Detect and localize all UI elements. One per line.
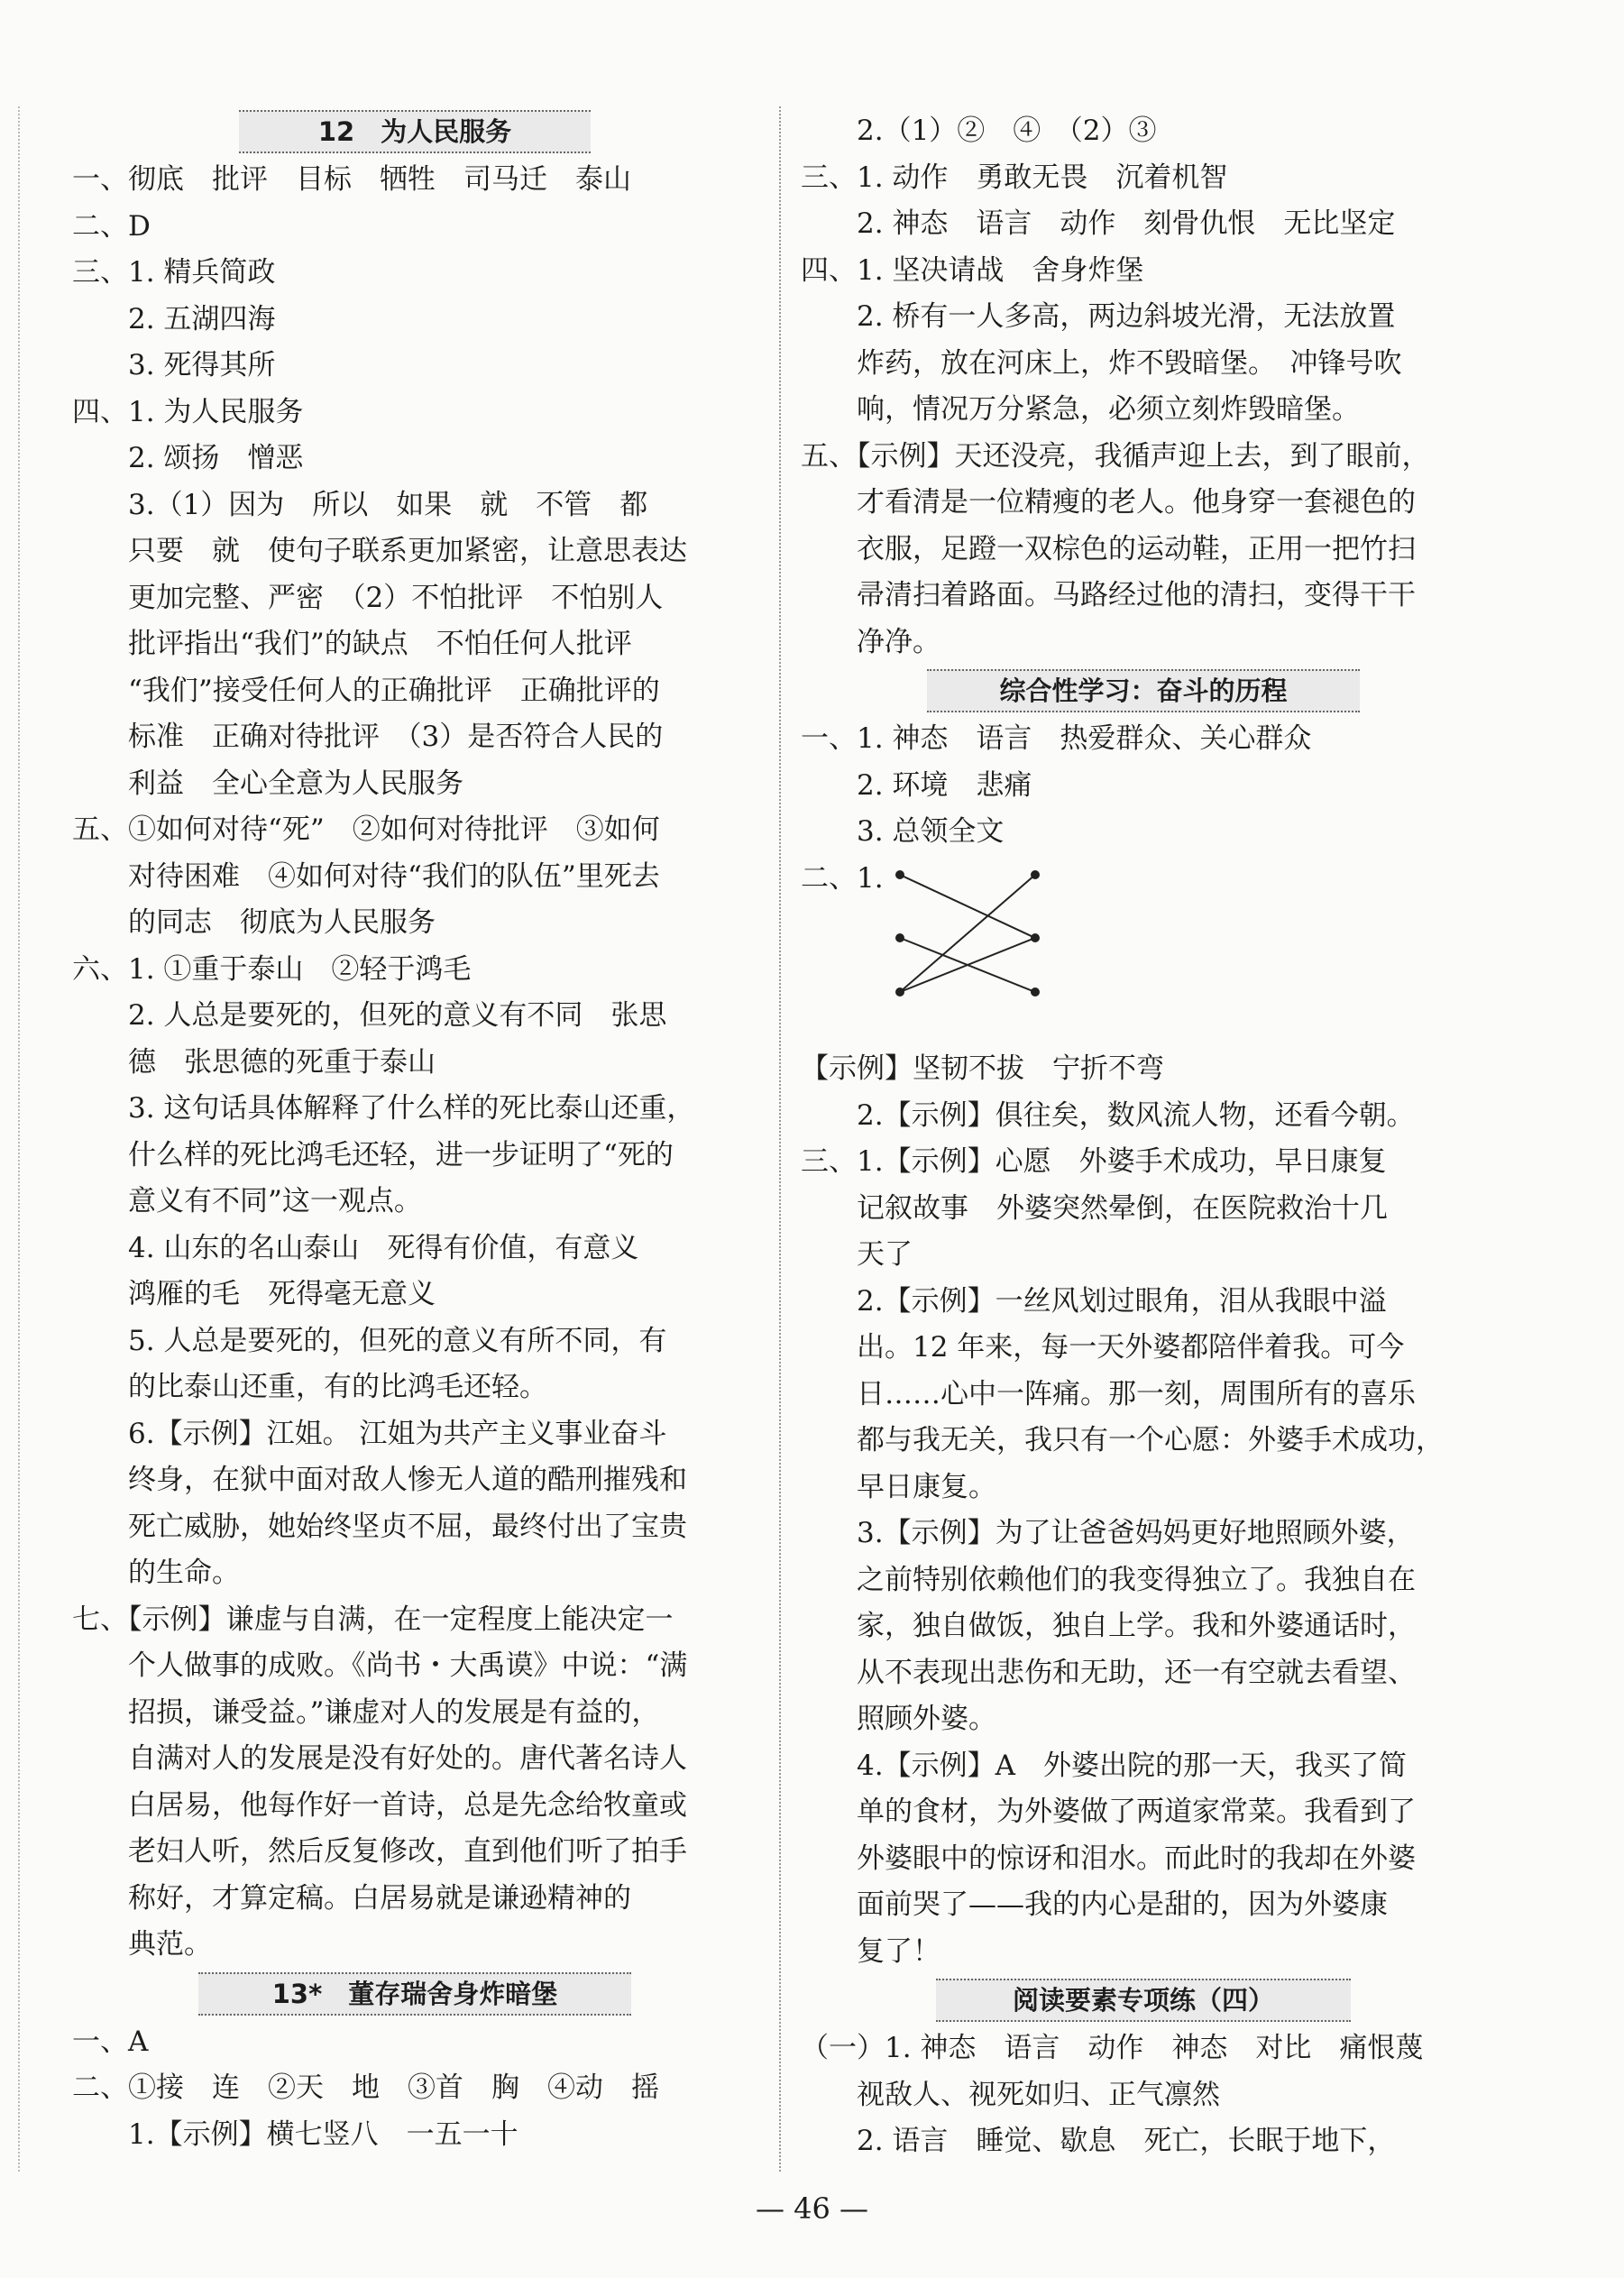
answer-line: 自满对人的发展是没有好处的。唐代著名诗人 <box>72 1742 687 1775</box>
answer-line: 【示例】坚韧不拔 宁折不弯 <box>801 1052 1164 1085</box>
answer-line: 死亡威胁，她始终坚贞不屈，最终付出了宝贵 <box>72 1510 687 1543</box>
answer-line: 响，情况万分紧急，必须立刻炸毁暗堡。 <box>801 393 1360 426</box>
answer-line: 帚清扫着路面。马路经过他的清扫，变得干干 <box>801 579 1416 611</box>
answer-line: 6.【示例】江姐。 江姐为共产主义事业奋斗 <box>72 1417 667 1450</box>
answer-line: 六、1. ①重于泰山 ②轻于鸿毛 <box>72 952 472 986</box>
answer-line: 只要 就 使句子联系更加紧密，让意思表达 <box>72 535 687 567</box>
answer-line: 衣服，足蹬一双棕色的运动鞋，正用一把竹扫 <box>801 532 1416 565</box>
answer-line: 2.（1）② ④ （2）③ <box>801 115 1157 147</box>
answer-line: 个人做事的成败。《尚书・大禹谟》中说：“满 <box>72 1649 688 1682</box>
right-answers-c <box>801 1046 1486 1975</box>
answer-line: 典范。 <box>72 1928 212 1961</box>
answer-line: 标准 正确对待批评 （3）是否符合人民的 <box>72 721 664 753</box>
answer-line: 的同志 彻底为人民服务 <box>72 906 436 939</box>
answer-line: 2.【示例】俱往矣，数风流人物，还看今朝。 <box>801 1098 1415 1132</box>
answer-line: 五、【示例】天还没亮，我循声迎上去，到了眼前， <box>801 439 1430 473</box>
section-heading-13: 13* 董存瑞舍身炸暗堡 <box>198 1972 631 2016</box>
answer-line: 家，独自做饭，独自上学。我和外婆通话时， <box>801 1610 1416 1642</box>
answer-line: 照顾外婆。 <box>801 1703 996 1735</box>
answer-line: 三、1. 精兵简政 <box>72 256 276 289</box>
right-column <box>801 108 1486 2165</box>
answer-line: 5. 人总是要死的，但死的意义有所不同，有 <box>72 1324 667 1357</box>
answer-line: 3. 这句话具体解释了什么样的死比泰山还重， <box>72 1092 695 1125</box>
right-answers-a <box>801 108 1486 666</box>
answer-line: 称好，才算定稿。白居易就是谦逊精神的 <box>72 1881 631 1915</box>
answer-line: 什么样的死比鸿毛还轻，进一步证明了“死的 <box>72 1138 674 1171</box>
answer-line: 单的食材，为外婆做了两道家常菜。我看到了 <box>801 1796 1416 1828</box>
section-heading-12: 12 为人民服务 <box>239 110 591 153</box>
answer-line: 3. 总领全文 <box>801 815 1005 848</box>
answer-line: 更加完整、严密 （2）不怕批评 不怕别人 <box>72 581 664 614</box>
answer-line: 二、1. <box>801 861 884 895</box>
answer-line: 批评指出“我们”的缺点 不怕任何人批评 <box>72 628 632 660</box>
answer-line: 2. 人总是要死的，但死的意义有不同 张思 <box>72 999 667 1032</box>
section-heading-comprehensive: 综合性学习：奋斗的历程 <box>927 669 1360 712</box>
answer-line: 的比泰山还重，有的比鸿毛还轻。 <box>72 1371 547 1403</box>
answer-line: 炸药，放在河床上，炸不毁暗堡。 冲锋号吹 <box>801 346 1402 380</box>
answer-line: 3. 死得其所 <box>72 349 276 381</box>
answer-line: 出。12 年来，每一天外婆都陪伴着我。可今 <box>801 1331 1405 1364</box>
answer-line: 的生命。 <box>72 1557 240 1589</box>
answer-line: 从不表现出悲伤和无助，还一有空就去看望、 <box>801 1656 1416 1689</box>
answer-line: 4.【示例】A 外婆出院的那一天，我买了简 <box>801 1749 1407 1782</box>
answer-line: 一、A <box>72 2025 149 2058</box>
page-number: — 46 — <box>755 2191 869 2226</box>
answer-line: 3.（1）因为 所以 如果 就 不管 都 <box>72 488 648 521</box>
answer-line: 2. 语言 睡觉、歇息 死亡，长眠于地下， <box>801 2125 1396 2157</box>
answer-line: 鸿雁的毛 死得毫无意义 <box>72 1278 436 1310</box>
answer-line: 七、【示例】谦虚与自满，在一定程度上能决定一 <box>72 1603 674 1636</box>
section-heading-reading-practice: 阅读要素专项练（四） <box>936 1979 1351 2022</box>
answer-line: 之前特别依赖他们的我变得独立了。我独自在 <box>801 1563 1416 1596</box>
answer-line: 三、1. 动作 勇敢无畏 沉着机智 <box>801 161 1228 194</box>
answer-line: 日……心中一阵痛。那一刻，周围所有的喜乐 <box>801 1377 1416 1410</box>
answer-line: 终身，在狱中面对敌人惨无人道的酷刑摧残和 <box>72 1464 687 1496</box>
answer-line: 2. 颂扬 憎恶 <box>72 442 304 474</box>
answer-line: 四、1. 为人民服务 <box>72 395 304 428</box>
left-column <box>72 106 757 2158</box>
answer-line: 三、1.【示例】心愿 外婆手术成功，早日康复 <box>801 1145 1387 1178</box>
answer-line: 利益 全心全意为人民服务 <box>72 767 463 800</box>
answer-line: 二、D <box>72 209 151 243</box>
answer-line: 德 张思德的死重于泰山 <box>72 1045 436 1079</box>
answer-line: 2. 五湖四海 <box>72 302 276 335</box>
right-answers-d <box>801 2025 1486 2165</box>
answer-line: 意义有不同”这一观点。 <box>72 1185 422 1217</box>
answer-line: 面前哭了——我的内心是甜的，因为外婆康 <box>801 1888 1388 1921</box>
margin-dotted-line <box>18 106 20 2172</box>
matching-lines <box>882 866 1152 1046</box>
answer-line: 净净。 <box>801 625 940 658</box>
left-answers-b <box>72 2019 757 2159</box>
answer-line: 复了！ <box>801 1934 940 1968</box>
answer-line: 2. 桥有一人多高，两边斜坡光滑，无法放置 <box>801 300 1396 333</box>
answer-line: 外婆眼中的惊讶和泪水。而此时的我却在外婆 <box>801 1842 1416 1875</box>
answer-line: 四、1. 坚决请战 舍身炸堡 <box>801 253 1144 287</box>
answer-line: “我们”接受任何人的正确批评 正确批评的 <box>72 674 660 707</box>
answer-line: 对待困难 ④如何对待“我们的队伍”里死去 <box>72 859 660 893</box>
answer-line: 4. 山东的名山泰山 死得有价值，有意义 <box>72 1231 639 1264</box>
answer-line: 才看清是一位精瘦的老人。他身穿一套褪色的 <box>801 486 1416 519</box>
column-divider <box>779 106 781 2172</box>
answer-line: 早日康复。 <box>801 1470 996 1503</box>
answer-line: 白居易，他每作好一首诗，总是先念给牧童或 <box>72 1788 687 1822</box>
answer-line: 一、1. 神态 语言 热爱群众、关心群众 <box>801 722 1312 755</box>
left-answers-a <box>72 157 757 1969</box>
answer-line: 记叙故事 外婆突然晕倒，在医院救治十几 <box>801 1191 1388 1225</box>
answer-line: 2.【示例】一丝风划过眼角，泪从我眼中溢 <box>801 1284 1387 1318</box>
answer-line: 招损，谦受益。”谦虚对人的发展是有益的， <box>72 1695 660 1729</box>
answer-line: 3.【示例】为了让爸爸妈妈更好地照顾外婆， <box>801 1517 1415 1549</box>
answer-line: 1.【示例】横七竖八 一五一十 <box>72 2117 518 2151</box>
answer-line: 2. 神态 语言 动作 刻骨仇恨 无比坚定 <box>801 207 1396 240</box>
answer-line: 视敌人、视死如归、正气凛然 <box>801 2078 1220 2111</box>
answer-line: （一）1. 神态 语言 动作 神态 对比 痛恨蔑 <box>801 2032 1424 2064</box>
answer-line: 都与我无关，我只有一个心愿：外婆手术成功， <box>801 1424 1444 1456</box>
answer-line: 天了 <box>801 1238 913 1271</box>
answer-line: 老妇人听，然后反复修改，直到他们听了拍手 <box>72 1835 687 1868</box>
answer-line: 一、彻底 批评 目标 牺牲 司马迁 泰山 <box>72 163 631 196</box>
matching-diagram <box>801 902 1486 1082</box>
answer-line: 二、①接 连 ②天 地 ③首 胸 ④动 摇 <box>72 2071 659 2104</box>
answer-line: 2. 环境 悲痛 <box>801 768 1032 802</box>
answer-line: 五、①如何对待“死” ②如何对待批评 ③如何 <box>72 813 660 846</box>
